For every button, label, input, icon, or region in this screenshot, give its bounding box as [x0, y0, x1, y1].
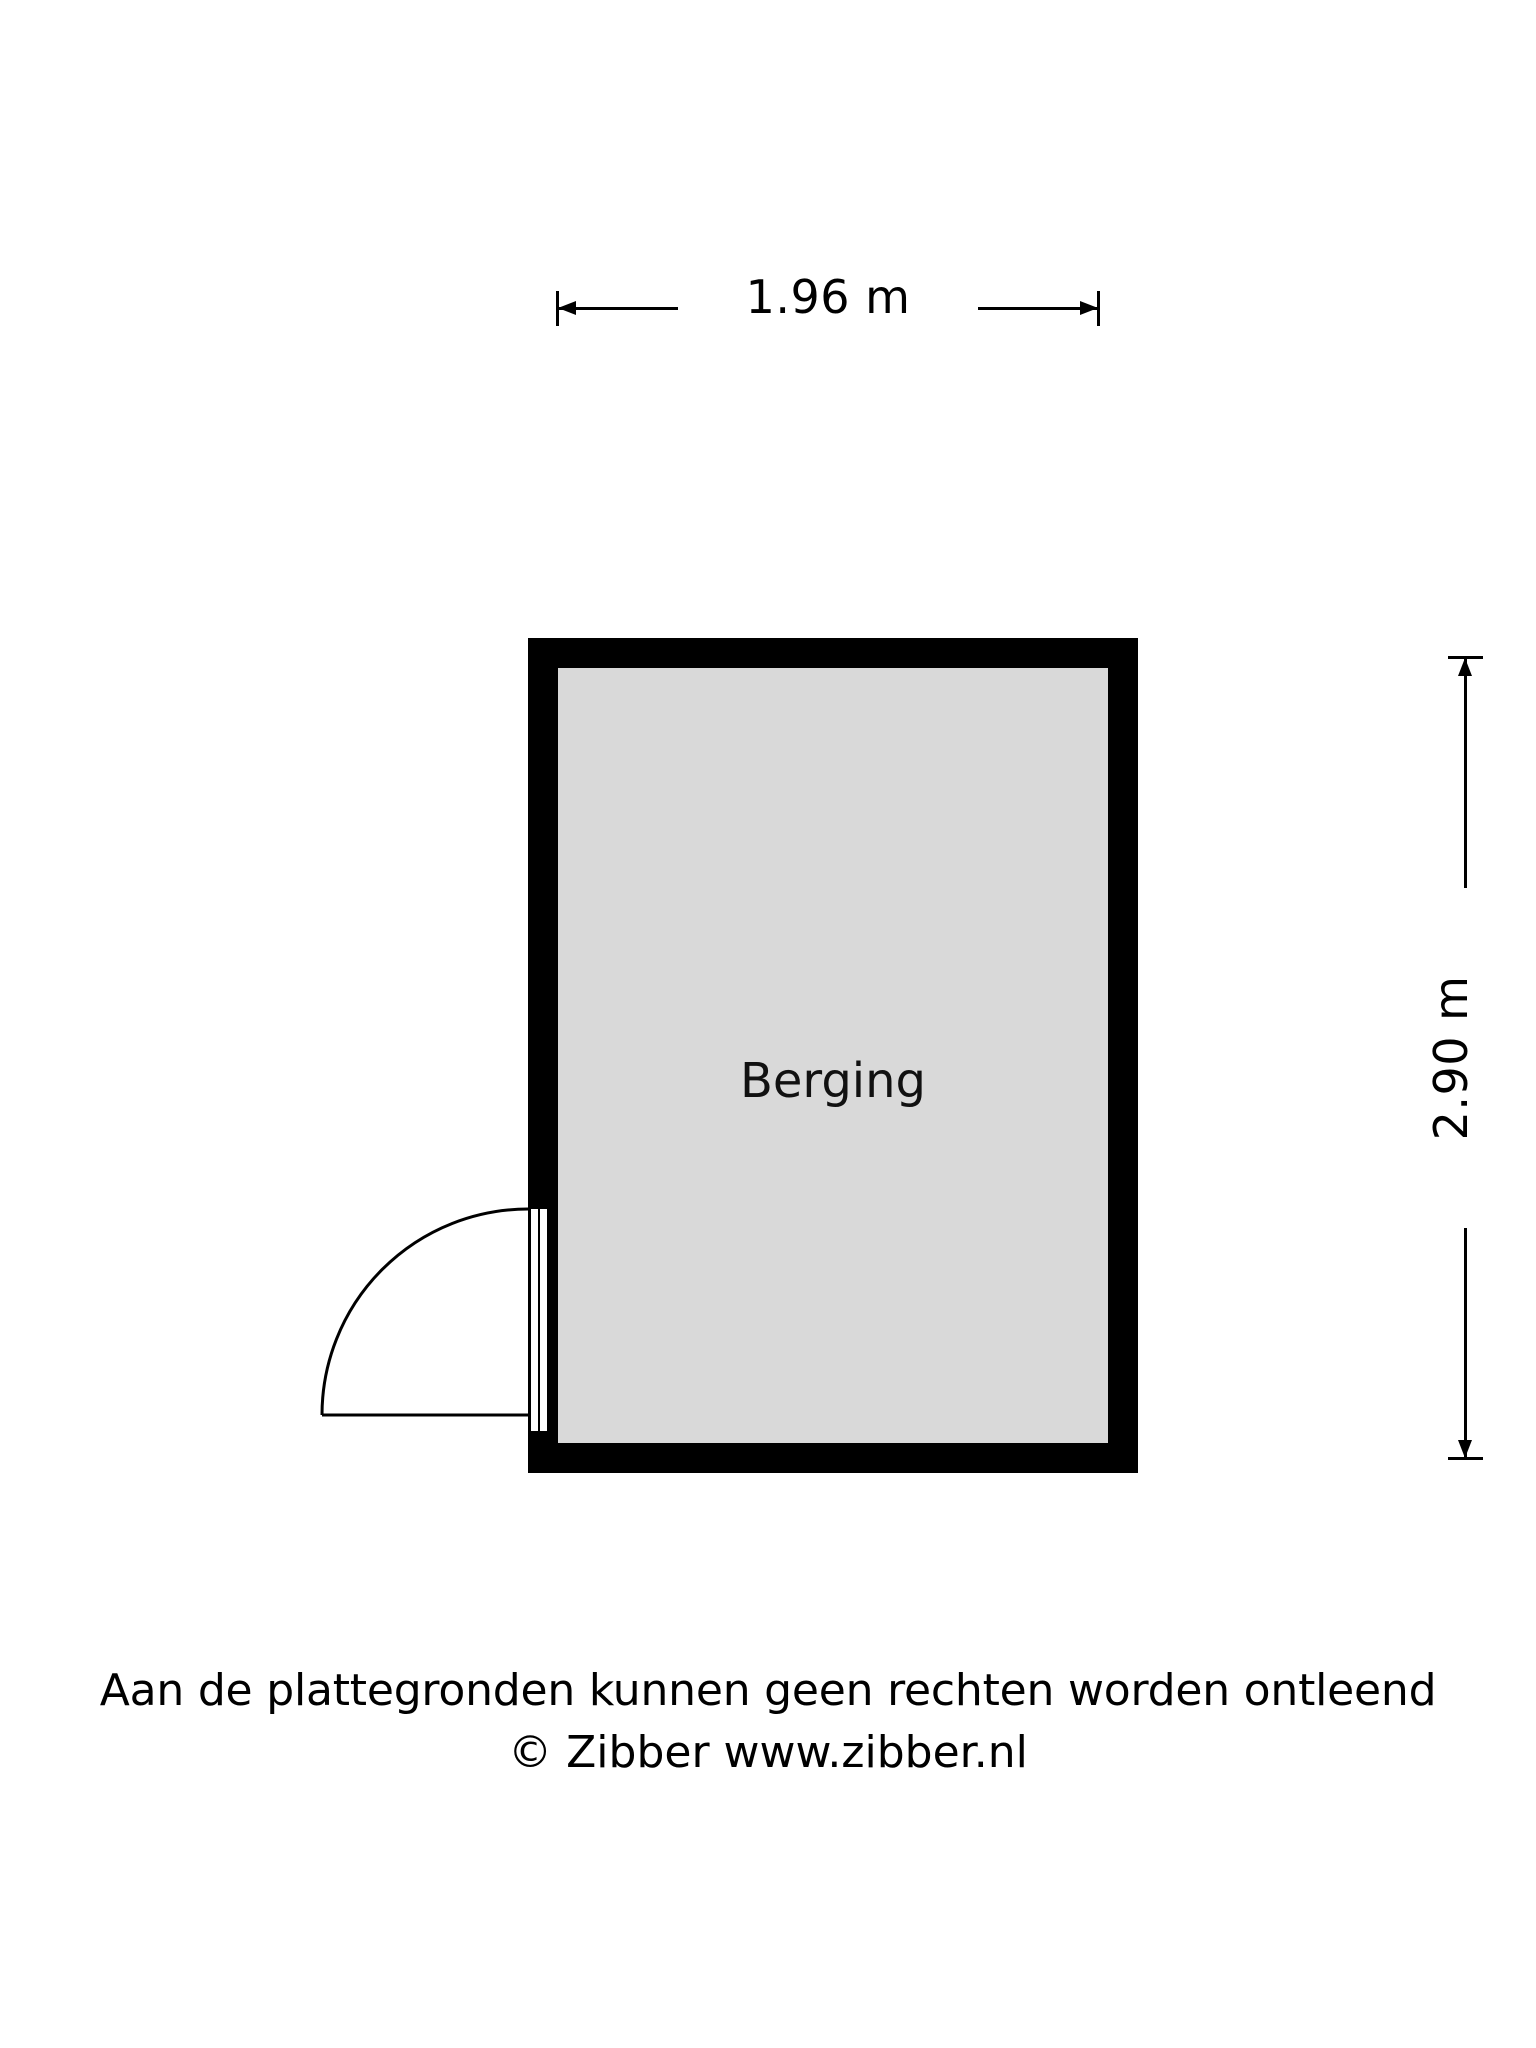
- width-dimension-arrow-right-icon: [1080, 301, 1098, 315]
- height-dimension-line-top: [1464, 656, 1467, 888]
- door-leaf: [528, 1205, 550, 1431]
- door-jamb-bottom: [528, 1436, 550, 1452]
- width-dimension-arrow-left-icon: [558, 301, 576, 315]
- door-jamb-top: [528, 1193, 550, 1209]
- height-dimension-label: 2.90 m: [1424, 975, 1478, 1141]
- door-swing-arc-icon: [318, 1205, 553, 1440]
- footer-disclaimer: Aan de plattegronden kunnen geen rechten worden ontleend: [99, 1665, 1437, 1716]
- width-dimension: [548, 268, 1108, 338]
- height-dimension-arrow-bottom-icon: [1458, 1440, 1472, 1458]
- width-dimension-label: 1.96 m: [745, 270, 911, 324]
- room-label: Berging: [739, 1053, 927, 1109]
- footer: [0, 1660, 1536, 1784]
- room-floor-area: [558, 668, 1108, 1443]
- footer-copyright: © Zibber www.zibber.nl: [508, 1727, 1028, 1778]
- room-berging: [528, 638, 1138, 1473]
- height-dimension-line-bottom: [1464, 1228, 1467, 1460]
- height-dimension: [1396, 648, 1506, 1468]
- height-dimension-arrow-top-icon: [1458, 658, 1472, 676]
- door-symbol: [318, 1205, 553, 1440]
